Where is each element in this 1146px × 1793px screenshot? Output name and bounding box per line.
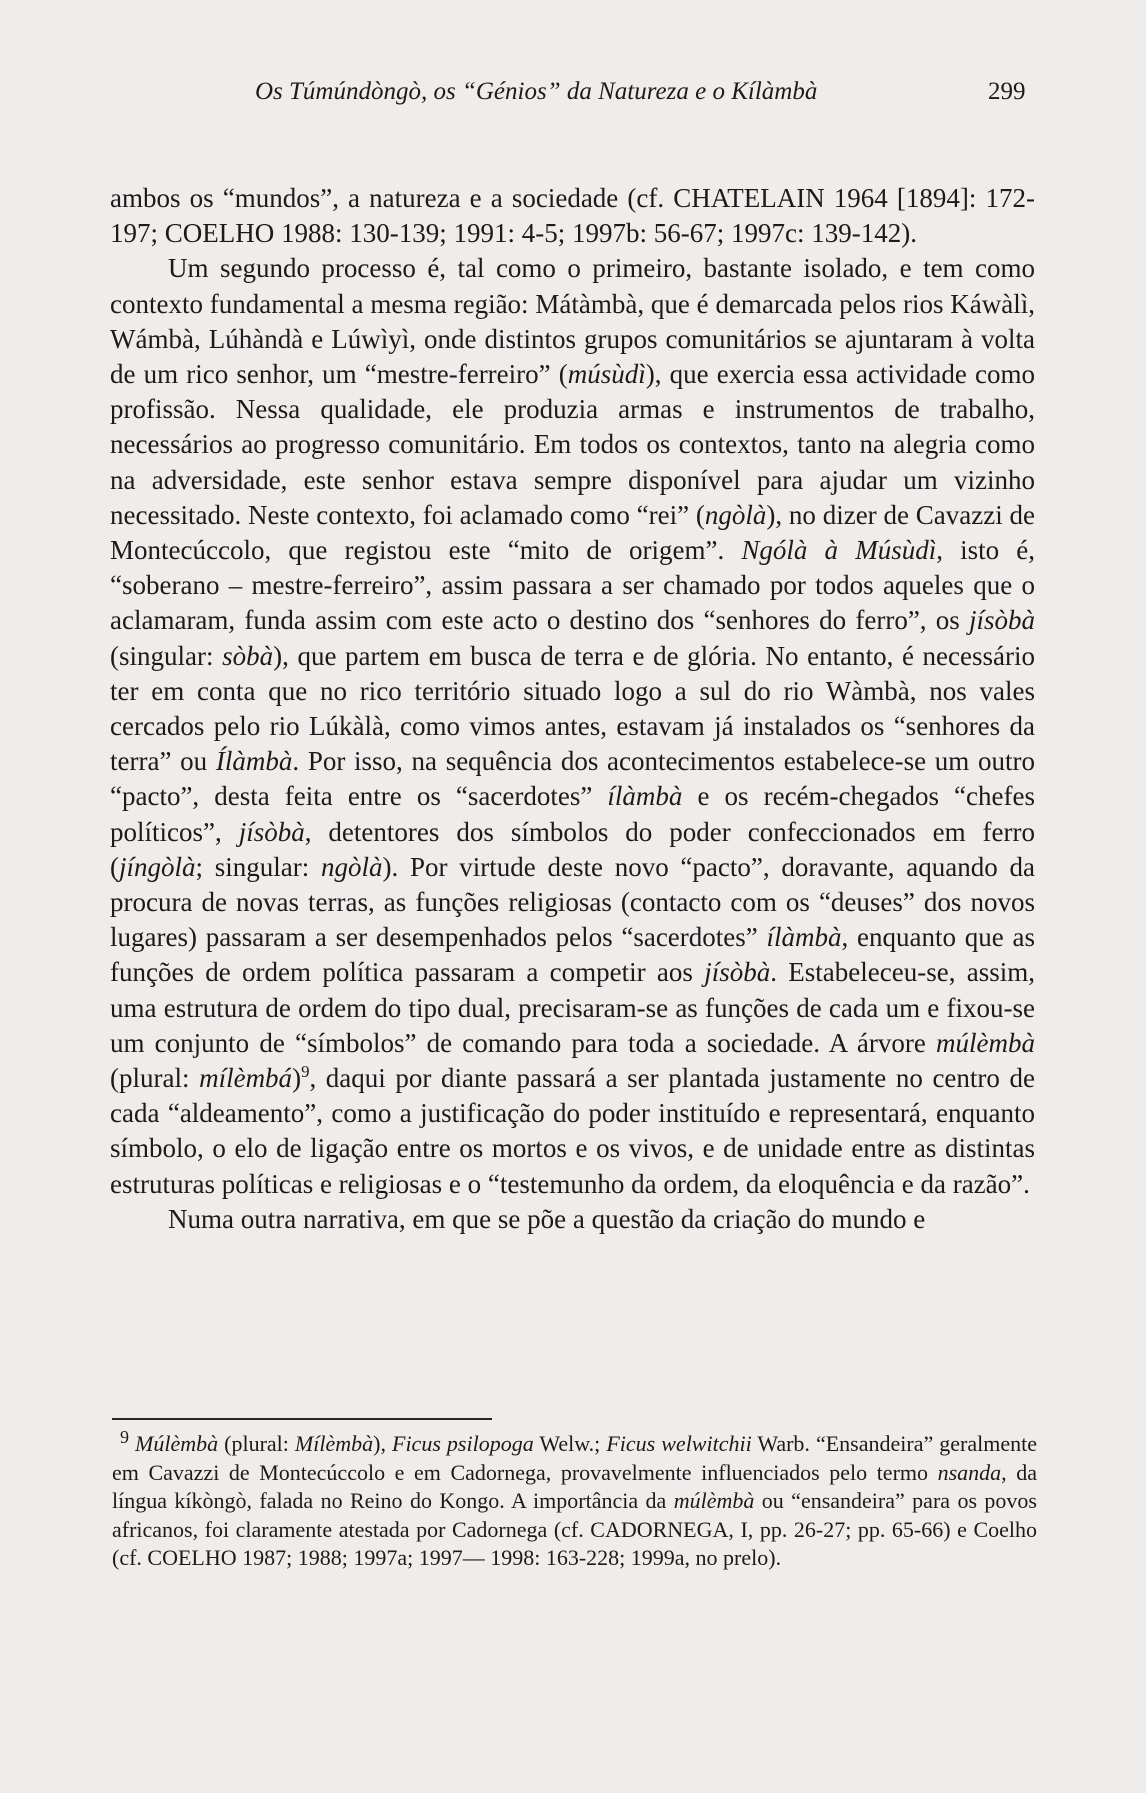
text-run: ), que partem em busca de terra e de glória. No entanto, é necessário ter em conta que no rico território situado logo a sul do rio Wàmbà, nos vales cercados pelo rio Lúkàlà, como vimos antes, estavam já instalados os “senhores da terra” ou <box>110 640 1035 777</box>
italic-term: Ngólà à Músùdì <box>741 535 937 566</box>
body-text <box>110 181 1035 1237</box>
text-run: (singular: <box>110 640 223 671</box>
italic-term: nsanda <box>937 1459 1002 1485</box>
text-run: e os recém-chegados “chefes políticos”, <box>110 781 1035 847</box>
text-run: ou “ensandeira” para os povos africanos, foi claramente atestada por Cadornega (cf. CADORNEGA, I, pp. 26-27; pp. 65-66) e Coelho (cf. COELHO 1987; 1988; 1997a; 1997— 1998: 163-228; 1999a, no prelo). <box>112 1488 1037 1570</box>
italic-term: Ílàmbà <box>215 746 293 777</box>
footnote-separator <box>112 1418 492 1420</box>
italic-term: jísòbà <box>968 605 1035 636</box>
text-run: ), <box>373 1431 392 1456</box>
text-run: (plural: <box>218 1431 295 1456</box>
italic-term: mílèmbá <box>199 1063 293 1094</box>
running-title: Os Túmúndòngò, os “Génios” da Natureza e o Kílàmbà <box>255 78 818 105</box>
text-run: ), no dizer de Cavazzi de Montecúccolo, que registou este “mito de origem”. <box>110 499 1035 566</box>
text-run: ). Por virtude deste novo “pacto”, doravante, aquando da procura de novas terras, as funções religiosas (contacto com os “deuses” dos novos lugares) passaram a ser desempenhados pelos “sacerdotes” <box>110 851 1035 953</box>
text-run: , daqui por diante passará a ser plantada justamente no centro de cada “aldeamento”, como a justificação do poder instituído e representará, enquanto símbolo, o elo de ligação entre os mortos e os vivos, e de unidade entre as distintas estruturas políticas e religiosas e o “testemunho da ordem, da eloquência e da razão”. <box>110 1063 1035 1199</box>
paragraph-3: Numa outra narrativa, em que se põe a questão da criação do mundo e <box>168 1203 926 1234</box>
italic-term: múlèmbà <box>673 1488 755 1513</box>
italic-term: Ficus psilopoga <box>392 1431 534 1456</box>
footnote-mark: 9 <box>120 1426 129 1447</box>
text-run: Warb. “Ensandeira” geralmente em Cavazzi de Montecúccolo e em Cadornega, provavelmente influenciados pelo termo <box>112 1431 1037 1485</box>
page-number: 299 <box>988 78 1026 105</box>
italic-term: ngòlà <box>704 499 767 530</box>
paragraph-1: ambos os “mundos”, a natureza e a sociedade (cf. CHATELAIN 1964 [1894]: 172-197; COELHO 1988: 130-139; 1991: 4-5; 1997b: 56-67; 1997c: 139-142). <box>110 183 1035 249</box>
text-run: . Por isso, na sequência dos acontecimentos estabelece-se um outro “pacto”, desta feita entre os “sacerdotes” <box>110 746 1035 812</box>
text-run: (plural: <box>110 1063 200 1094</box>
text-run: Um segundo processo é, tal como o primeiro, bastante isolado, e tem como contexto fundamental a mesma região: Mátàmbà, que é demarcada pelos rios Káwàlì, Wámbà, Lúhàndà e Lúwìyì, onde distintos grupos comunitários se ajuntaram à volta de um rico senhor, um “mestre-ferreiro” ( <box>110 253 1035 390</box>
text-run: ) <box>292 1063 302 1094</box>
text-run: , detentores dos símbolos do poder confeccionados em ferro ( <box>110 816 1035 882</box>
italic-term: músùdì <box>567 359 646 390</box>
italic-term: ílàmbà <box>607 781 683 812</box>
text-run: , isto é, “soberano – mestre-ferreiro”, assim passara a ser chamado por todos aqueles que o aclamaram, funda assim com este acto o destino dos “senhores do ferro”, os <box>110 535 1035 636</box>
text-run: Welw.; <box>533 1431 607 1456</box>
italic-term: ngòlà <box>321 851 383 882</box>
page-header <box>0 78 1146 118</box>
italic-term: múlèmbà <box>936 1027 1035 1058</box>
text-run: , da língua kíkòngò, falada no Reino do Kongo. A importância da <box>112 1459 1038 1513</box>
text-run: ; singular: <box>195 851 321 882</box>
footnote-9 <box>112 1426 1038 1573</box>
italic-term: ílàmbà <box>766 922 842 953</box>
text-run: ), que exercia essa actividade como profissão. Nessa qualidade, ele produzia armas e instrumentos de trabalho, necessários ao progresso comunitário. Em todos os contextos, tanto na alegria como na adversidade, este senhor estava sempre disponível para ajudar um vizinho necessitado. Neste contexto, foi aclamado como “rei” ( <box>110 359 1036 530</box>
italic-term: Múlèmbà <box>135 1431 219 1456</box>
footnote-reference[interactable]: 9 <box>301 1062 310 1082</box>
italic-term: Ficus welwitchii <box>606 1431 752 1456</box>
italic-term: sòbà <box>222 640 274 671</box>
paragraph-2 <box>110 251 1035 1201</box>
text-run: . Estabeleceu-se, assim, uma estrutura de ordem do tipo dual, precisaram-se as funções de cada um e fixou-se um conjunto de “símbolos” de comando para toda a sociedade. A árvore <box>110 957 1035 1058</box>
italic-term: jísòbà <box>238 816 305 847</box>
text-run: , enquanto que as funções de ordem política passaram a competir aos <box>110 922 1035 988</box>
italic-term: Mílèmbà <box>294 1431 374 1456</box>
italic-term: jíngòlà <box>119 851 196 882</box>
italic-term: jísòbà <box>704 957 771 988</box>
